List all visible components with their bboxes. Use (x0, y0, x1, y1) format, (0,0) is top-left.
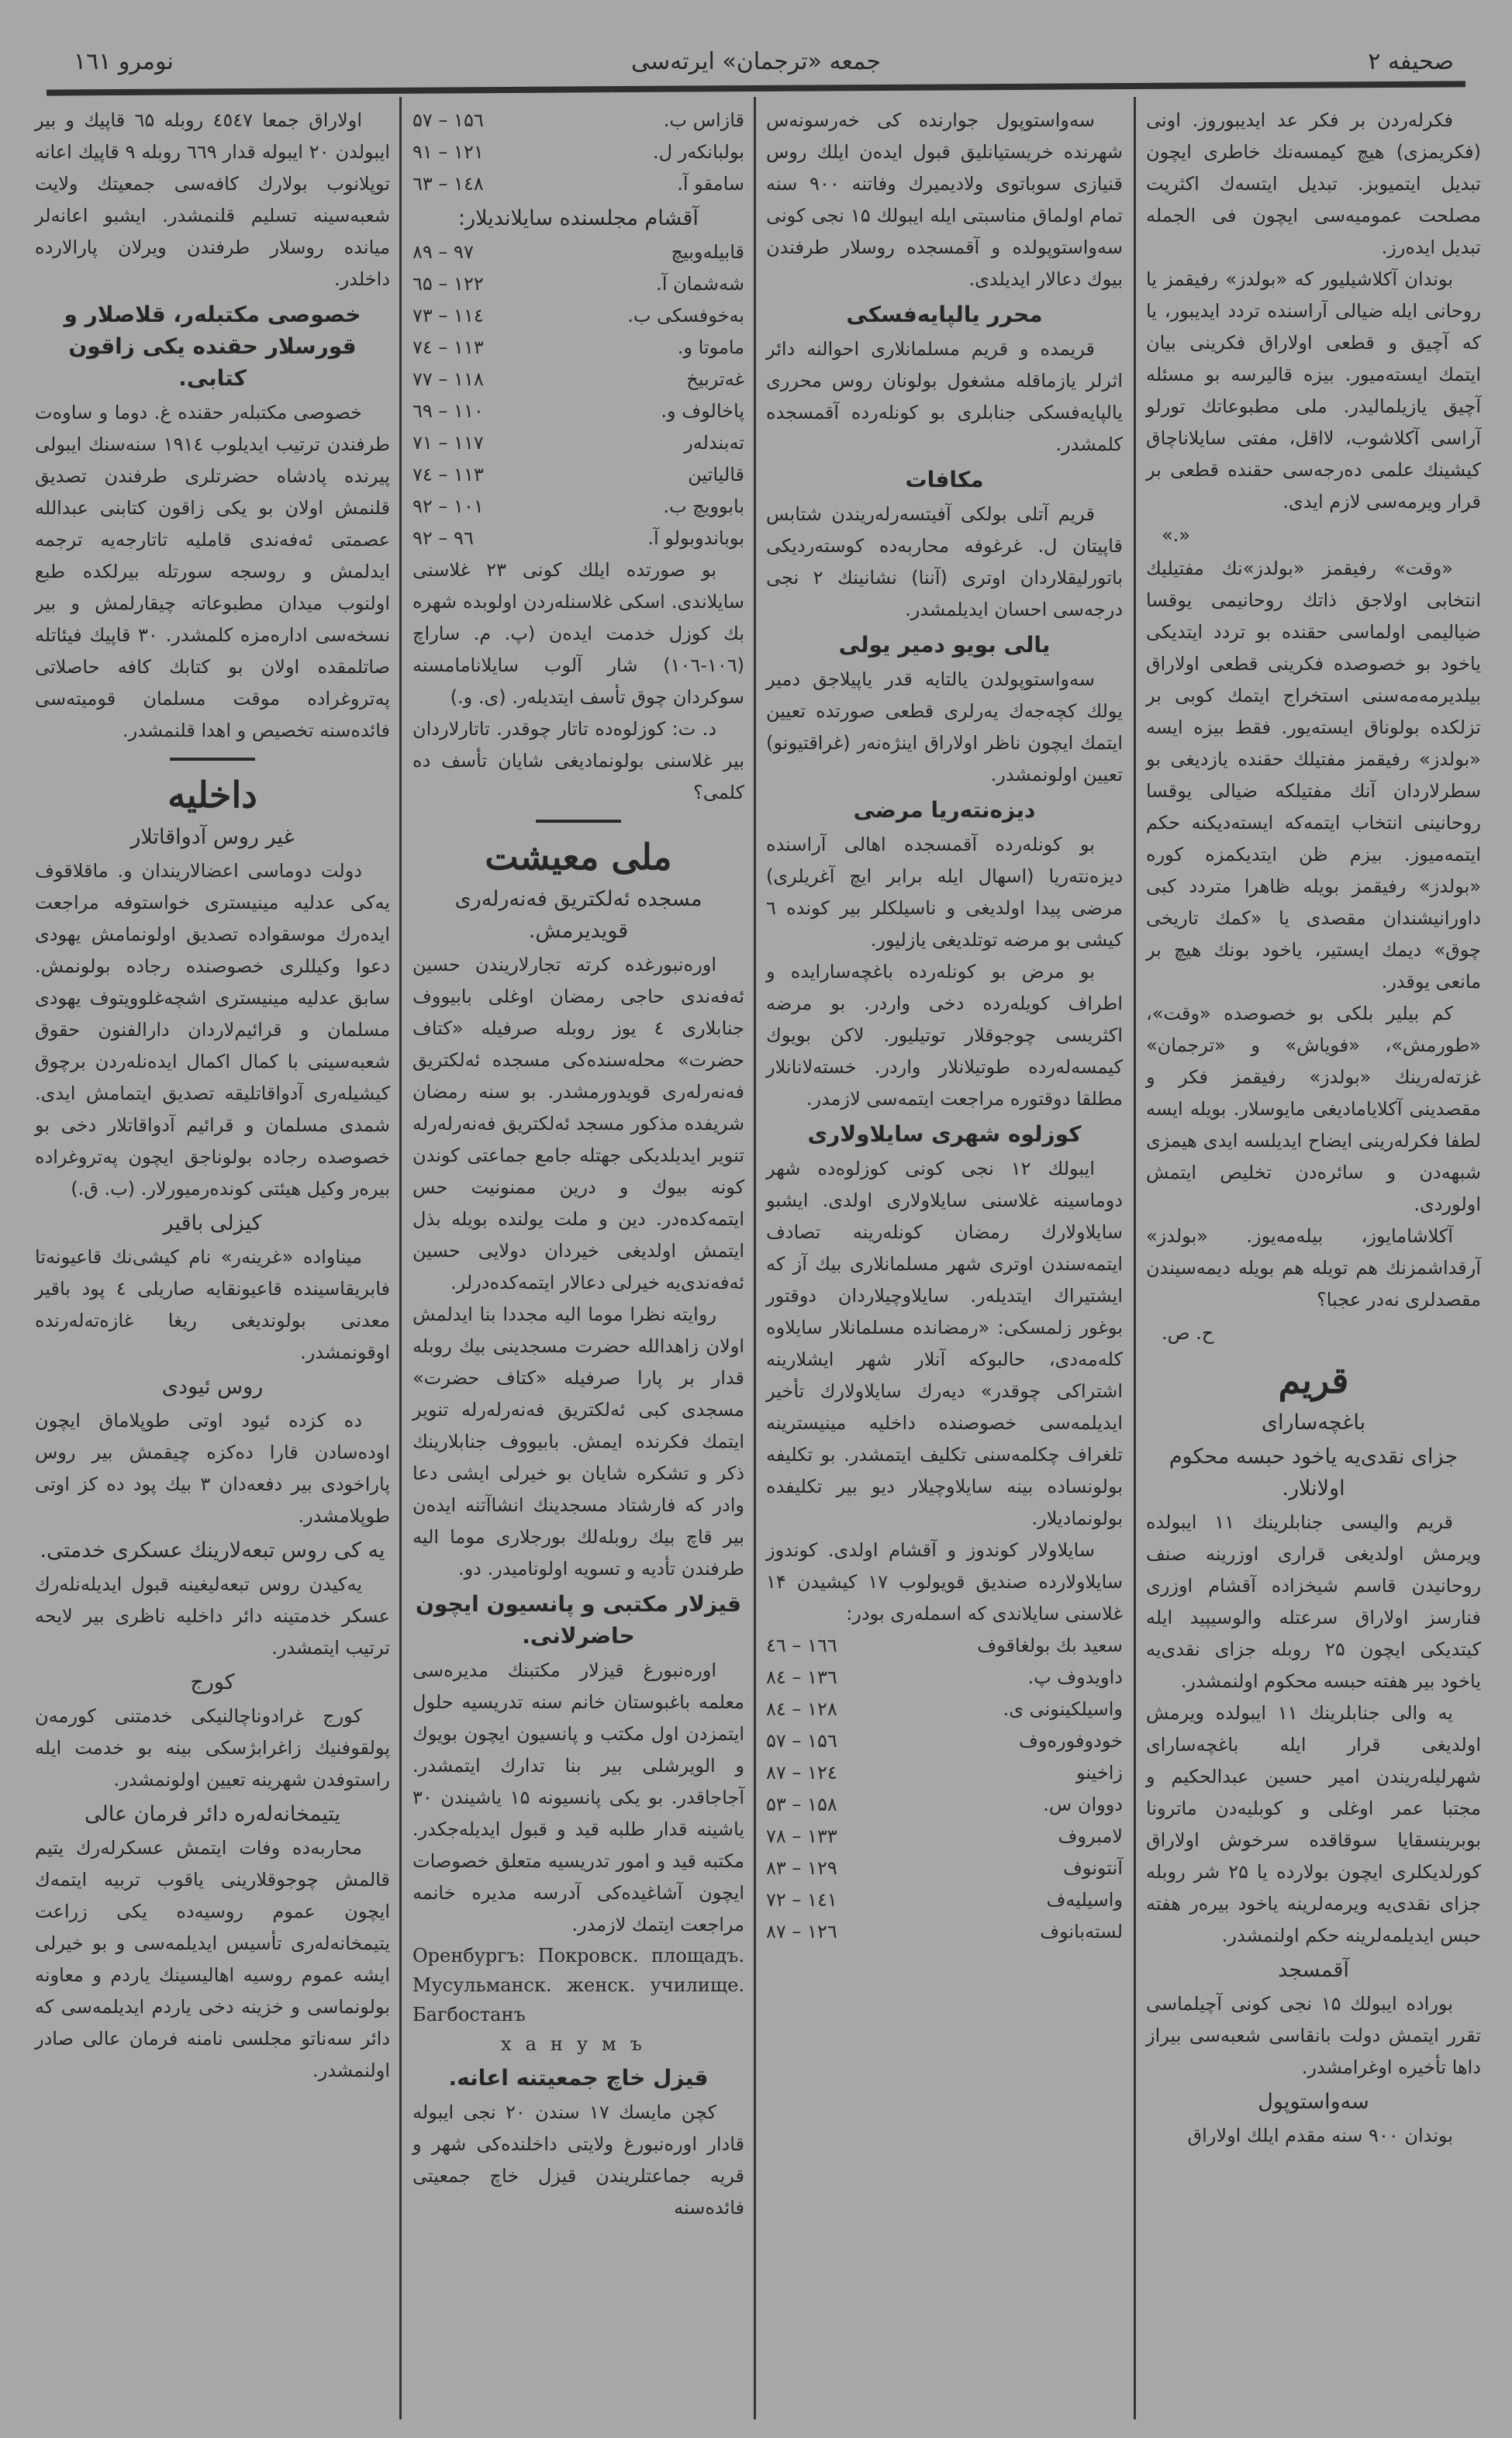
article-paragraph: خصوصی مکتبلەر حقندە غ. دوما و ساوەت طرفندن ترتیب ایدیلوب ۱۹۱٤ سنەسنك ایبولی پیرندە پادشاه حضرتلری طرفندن تصدیق قلنمش اولان بو یکی زاقون کتابنی عبداللە عصمتی ئەفەندی قاملیە تاتارجەیە ترجمە ایدلمش و روسجە سورتلە بیرلکدە طبع اولنوب میدان مطبوعاتە چیقارلمش و بیر نسخەسی ادارەمزە کلمشدر. ۳۰ قاپیك فیئاتلە صاتلمقدە اولان بو کتابك کافە حاصلاتی پەتروغرادە موقت مسلمان قومیتەسی فائدەسنە تخصیص و اهدا قلنمشدر. (35, 402, 391, 741)
candidate-name: دووان س. (1043, 1794, 1123, 1815)
vote-count: ۱۰۱ – ۹۲ (413, 496, 484, 517)
article-paragraph: فکرلەردن بر فکر عد ایدیبوروز. اونی (فکریمزی) هیچ کیمسەنك خاطری ایچون تبدیل ایتمیوبز. تبدیل ایتسەك اکثریت مصلحت عمومیەسی ایچون فی الجملە تبدیل ایدەرز. (1146, 109, 1481, 258)
vote-row (413, 237, 744, 268)
candidate-name: پاخالوف و. (661, 400, 744, 422)
article-paragraph: یەکیدن روس تبعەلیغینە قبول ایدیلەنلەرك عسکر خدمتینە دائر داخلیە ناظری بیر لایحە ترتیب ایتمشدر. (35, 1573, 390, 1659)
vote-row (413, 136, 744, 168)
vote-count: ۱۳٦ – ۸٤ (766, 1666, 837, 1688)
article-paragraph: سەواستوپول جوارندە کی خەرسونەس شهرندە خریستیانلیق قبول ایدەن ایلك روس قنیازی سوباتوی ولادیمیرك وفاتنە ۹۰۰ سنە تمام اولماق مناسبتی ایلە ایبولك ۱۵ نجی کونی سەواستوپولدە و آقمسجدە روسلار طرفندن بیوك دعالار ایدیلدی. (766, 109, 1123, 290)
candidate-name: تەبندلەر (684, 432, 744, 454)
article-paragraph: ایبولك ۱۲ نجی کونی کوزلوەدە شهر دوماسینە غلاسنی سایلاولاری اولدی. ایشبو سایلاولارك رمضان کونلەرینە تصادف ایتمەسندن اوتری شهر مسلمانلاری بیك آز کە ایشتیراك ایتدیلەر. سایلاوچیلاردان دوقتور بوغور زلمسکی: «رمضاندە مسلمانلار سایلاوە کلەمەدی، حالبوکە آنلار شهر ایشلارینە اشتراکی چوقدر» دیەرك سایلاولارك تأخیر ایدیلمەسی خصوصندە داخلیە مینیسترینە تلغراف چکلمەسنی تکلیف ایتمشدر. بو تکلیفە بولونساده بینە سایلاوچیلار دیو بیر تکلیفدە بولونمادیلار. (766, 1158, 1123, 1529)
article-paragraph: د. ت: کوزلوەدە تاتار چوقدر. تاتارلاردان بیر غلاسنی بولونمادیغی شایان تأسف دە کلمی؟ (413, 718, 744, 803)
vote-count: ۱۱۸ – ۷۷ (413, 368, 484, 390)
article-paragraph: میناوادە «غرینەر» نام کیشی‌نك قاعیونەتا فابریقاسیندە قاعیونقایە صاریلی ٤ پود باقیر معدنی بولوندیغی ریغا غازەتەلەرندە اوقونمشدر. (35, 1246, 390, 1363)
vote-count: ۱۱۷ – ۷۱ (413, 432, 484, 454)
article-heading: یالی بویو دمیر یولی (838, 632, 1051, 658)
vote-row (766, 1853, 1123, 1884)
vote-count: ۱۱۰ – ٦۹ (413, 400, 484, 422)
vote-count: ۱۲٤ – ۸۷ (766, 1762, 837, 1784)
vote-count: ۱۱٤ – ۷۳ (413, 305, 484, 326)
vote-row (766, 1662, 1123, 1694)
page-number: صحیفه ۲ (1368, 48, 1454, 75)
candidate-name: آنتونوف (1063, 1857, 1123, 1879)
article-paragraph: کورج غرادوناچالنیکی خدمتنی کورمەن پولقوفنیك زاغرابژسکی بینە بو خدمت ایلە راستوفدن شهرینە تعیین اولونمشدر. (35, 1705, 390, 1791)
masthead-title: جمعه «ترجمان» ایرته‌سی (630, 48, 881, 75)
section-title: قریم (1278, 1359, 1349, 1401)
column-4 (35, 105, 390, 2087)
article-paragraph: آکلاشامایوز، بیلەمەیوز. «بولدز» آرقداشمزنك هم تویلە هم بویلە دیمەسیندن مقصدلری نەدر عجبا؟ (1146, 1225, 1481, 1311)
vote-row (413, 395, 744, 427)
article-subheading: کیزلی باقیر (163, 1211, 262, 1235)
vote-row (766, 1916, 1123, 1948)
vote-count: ۹٦ – ۹۲ (413, 527, 474, 549)
article-paragraph: دولت دوماسی اعضالاریندان و. ماقلاقوف یەکی عدلیە مینیستری خواستوفە مراجعت ایدەرك موسقوادە تصدیق اولونمامش یهودی دعوا وکیللری خصوصندە رجادە بولونمش. سابق عدلیە مینیستری اشچەغلوویتوف یهودی مسلمان و قرائیم‌لاردان دارالفنون حقوق شعبەسینی با کمال اکمال ایدەنلەردن برچوق کیشیلەری آدواقاتلیقە تصدیق ایتمامش ایدی. شمدی مسلمان و قرائیم آدواقاتلار دخی بو خصوصدە رجادە بولوناجق ایچون پەتروغرادە بیرەر وکیل هیئتی کوندەرمیورلار. (ب. ق.) (35, 860, 390, 1200)
vote-row (766, 1694, 1123, 1725)
issue-number: نومرو ۱٦۱ (74, 48, 174, 75)
candidate-name: بەخوفسکی ب. (627, 305, 744, 326)
candidate-name: لامبروف (1058, 1825, 1123, 1847)
article-paragraph: یە والی جنابلرینك ۱۱ ایبولدە ویرمش اولدیغی قرار ایلە باغچەسارای شهرلیلەریندن امیر حسین عبدالحکیم و مجتبا عمر اوغلی و کوبلیەدن ماترونا بوبرینسقایا سوقاقدە سرخوش اولاراق کورلدیکلری ایچون بولاردە یا ۲۵ شر روبلە جزای نقدی‌یە ویرمەلرینە یاخود بیرەر هفتە حبس ایدیلمەلرینە حکم اولنمشدر. (1146, 1702, 1481, 1946)
section-title: ملی معیشت (485, 836, 672, 878)
vote-count: ۱۱۳ – ۷٤ (413, 337, 484, 358)
article-paragraph: اورەنبورغدە کرتە تجارلاریندن حسین ئەفەندی حاجی رمضان اوغلی بابیووف جنابلاری ٤ یوز روبلە صرفیلە «کتاف حضرت» محلەسندەکی مسجدە ئەلکتریق فەنەرلەری قویدورمشدر. بو سنە رمضان شریفدە مذکور مسجد ئەلکتریق فەنەرلەرلە تنویر ایدیلدیکی جهتلە جامع جماعتی کوندن کونە بیوك و درین ممنونیت حس ایتمەکدەدر. دین و ملت یولندە بویلە بذل ایتمش اولدیغی خیردان دولایی حسین ئەفەندی‌یە خیرلی دعالار ایتمەکدەدرلر. (413, 954, 745, 1293)
article-paragraph: بو مرض بو کونلەردە باغچەسارایدە و اطراف کویلەردە دخی واردر. بو مرضە اکثریسی چوجوقلار توتیلیور. لاکن بویوك کیمسەلەردە طوتیلانلار واردر. خستەلانانلار مطلقا دوقتورە مراجعت ایتمەسی لازمدر. (766, 961, 1123, 1110)
article-subheading: آقمسجد (1278, 1958, 1349, 1982)
article-subheading: آقشام مجلسندە سایلاندیلار: (458, 206, 699, 230)
vote-row (766, 1789, 1123, 1821)
candidate-name: بولبانکەر ل. (652, 141, 744, 163)
candidate-name: شەشمان آ. (656, 273, 744, 295)
vote-row (413, 332, 744, 364)
article-paragraph: «وقت» رفیقمز «بولدز»نك مفتیلیك انتخابی اولاجق ذاتك روحانیمی یوقسا ضیالیمی اولماسی حقندە بو تردد ایتدیکی یاخود بو خصوصدە فکرینی قطعی اولاراق بیلدیرمەمەسنی استخراج ایتمك کوبی بر تزلکدە بولوناق ایستەیور. فقط بیزە ایسە «بولدز» رفیقمز مفتیلك حقندە یازدیغی بو سطرلاردان آنك مفتیلکە ضیالی یوقسا روحانینی انتخاب ایتمەکە ایستەدیکنە حکم ایتمەمیوز. بیزم ظن ایتدیکمزە کورە «بولدز» رفیقمز بویلە ظاهرا متردد کبی داورانیشندان مقصدی یا «کمك تاریخی چوق» دیمك ایستیر، یاخود بونك هیچ بر مانعی یوقدر. (1146, 558, 1481, 993)
column-divider (1134, 97, 1136, 2419)
vote-count: ۱۲۹ – ۸۳ (766, 1857, 837, 1879)
header-rule (47, 81, 1465, 95)
vote-row (413, 268, 744, 300)
vote-count: ۱۵۸ – ۵۳ (766, 1794, 837, 1815)
vote-count: ۱۲۸ – ۸٤ (766, 1698, 837, 1720)
candidate-name: لستەبانوف (1040, 1921, 1123, 1942)
article-paragraph: کچن مایسك ۱۷ سندن ۲۰ نجی ایبولە قادار اورەنبورغ ولایتی داخلندەکی شهر و قریە جماعتلریندن قیزل خاچ جمعیتی فائدەسنە (413, 2101, 744, 2219)
candidate-name: داویدوف پ. (1027, 1666, 1123, 1688)
vote-count: ۱۵٦ – ۵۷ (413, 109, 484, 131)
russian-address: Оренбургъ: Покровск. площадъ. Мусульманск. женск. училище. Багбостанъ (413, 1945, 744, 2025)
article-paragraph: سەواستوپولدن یالتایە قدر یاپیلاجق دمیر یولك کچەجەك یەرلری قطعی صورتدە تعیین ایتمك ایچون ناظر اولاراق اینژەنەر (غراقتیونو) تعیین اولونمشدر. (766, 668, 1123, 786)
article-subheading: روس ئیودی (161, 1375, 264, 1399)
article-heading: مکافات (905, 467, 984, 492)
vote-row (766, 1630, 1123, 1662)
candidate-name: غەتربیخ (686, 368, 744, 390)
candidate-name: واسیلکینونی ی. (1003, 1698, 1123, 1720)
article-heading: قیزل خاچ جمعیتنە اعانە. (448, 2065, 709, 2091)
section-rule (536, 820, 621, 823)
vote-row (766, 1821, 1123, 1853)
article-paragraph: قریمدە و قریم مسلمانلاری احوالنە دائر اثرلر یازماقلە مشغول بولونان روس محرری یالپایەفسکی جنابلری بو کونلەردە آقمسجدە کلمشدر. (766, 338, 1123, 455)
column-1 (1146, 105, 1481, 2152)
article-paragraph: بوراده ایبولك ۱۵ نجی کونی آچیلماسی تقرر ایتمش دولت بانقاسی شعبەسی بیراز داها تأخیرە اوغرامشدر. (1146, 1993, 1481, 2078)
article-paragraph: بو صورتدە ایلك کونی ۲۳ غلاسنی سایلاندی. اسکی غلاسنلەردن اولوبدە شهرە بك کوزل خدمت ایدەن (پ. م. ساراچ (۱۰٦-۱۰٦) شار آلوب سایلانامامسنە سوکردان چوق تأسف ایتدیلەر. (ی. و.) (413, 559, 744, 708)
vote-row (766, 1725, 1123, 1757)
article-paragraph: قریم والیسی جنابلرینك ۱۱ ایبولدە ویرمش اولدیغی قراری اوزرینە صنف روحانیدن قاسم شیخزادە آقشام اوزری فنارسز اولاراق سرعتلە والوسیپید ایلە کیتدیکی ایچون ۲۵ روبلە جزای نقدی‌یە یاخود بیر هفتە حبسە محکوم اولنمشدر. (1146, 1511, 1481, 1692)
column-2 (766, 105, 1123, 1948)
vote-count: ۱۲٦ – ۸۷ (766, 1921, 837, 1942)
article-paragraph: بوندان ۹۰۰ سنە مقدم ایلك اولاراق (1187, 2125, 1453, 2146)
article-paragraph: بو کونلەردە آقمسجدە اهالی آراسندە دیزەنتەریا (اسهال ایلە برابر ایچ آغریلری) مرضی پیدا اولدیغی و ناسیلکلر بیر کوندە ٦ کیشی بو مرضە توتلدیغی یازلیور. (766, 834, 1123, 951)
signature: ح. ص. (1162, 1322, 1214, 1344)
candidate-name: سامقو آ. (677, 173, 744, 195)
section-rule (170, 758, 255, 761)
vote-count: ۱٤۸ – ٦۳ (413, 173, 484, 195)
candidate-name: قابیلەوبیچ (671, 241, 744, 263)
article-heading: خصوصی مکتبلەر، قلاصلار و قورسلار حقندە یکی زاقون کتابی. (64, 302, 361, 391)
article-subheading: سەواستوپول (1258, 2090, 1369, 2114)
article-paragraph: اورەنبورغ قیزلار مکتبنك مدیرەسی معلمە باغبوستان خانم سنە تدریسیە حلول ایتمزدن اول مکتب و پانسیون ایچون بویوك و الویرشلی بیر بنا تدارك ایتمشدر. آجاجاقدر. بو یکی پانسیونە ۱۵ یاشیندن ۳۰ یاشینە قدار طلبە قید و قبول ایدیلەجکدر. مکتبە قید و امور تدریسیە متعلق خصوصات ایچون آشاغیدەکی آدرسە مدیرە خانمە مراجعت ایتمك لازمدر. (413, 1659, 744, 1936)
article-paragraph: محاربەدە وفات ایتمش عسکرلەرك یتیم قالمش چوجوقلارینی یاقوب تربیە ایتمەك ایچون عموم روسیەدە یکی زراعت یتیمخانەلەری تأسیس ایدیلمەسی و بو خیرلی ایشە عموم روسیە اهالیسینك یاردم و معاونە بولونماسی و خزینە دخی یاردم ایدیلمەسی کە دائر سەناتو مجلسی نامنە فرمان عالی صادر اولنمشدر. (35, 1837, 390, 2081)
vote-count: ۱۲۱ – ۹۱ (413, 141, 484, 163)
vote-list (766, 1630, 1123, 1948)
vote-row (413, 459, 744, 491)
candidate-name: قازاس ب. (663, 109, 744, 131)
vote-count: ۱۲۲ – ٦۵ (413, 273, 484, 295)
article-subheading: کورج (190, 1670, 235, 1694)
article-paragraph: سایلاولار کوندوز و آقشام اولدی. کوندوز سایلاولاردە صندیق قویولوب ۱۷ کیشیدن ۱۴ غلاسنی سایلاندی کە اسملەری بودر: (766, 1539, 1123, 1625)
article-subheading: باغچەسارای (1261, 1411, 1366, 1435)
vote-count: ۱٤۱ – ۷۲ (766, 1889, 837, 1911)
vote-row (413, 168, 744, 200)
candidate-name: قالیاتین (688, 464, 744, 485)
column-divider (754, 97, 756, 2419)
vote-list (413, 237, 744, 554)
article-heading: قیزلار مکتبی و پانسیون ایچون حاضرلانی. (415, 1591, 741, 1649)
article-paragraph: روایتە نظرا موما الیه مجددا بنا ایدلمش اولان زاهداللە حضرت مسجدینی بیك روبلە قدار بر پارا صرفیلە «کتاف حضرت» مسجدی کبی ئەلکتریق فەنەرلەرلە تنویر ایتمك فکرندە ایمش. بابیووف جنابلارینك ذکر و تشکرە شایان بو خیرلی ایشی دعا وادر کە فارشتاد مسجدینك انشاآتنە ایدەن بیر قاچ بیك روبلەلك بورجلاری موما الیه طرفندن تأدیە و تسویە اولونامیدر. دو. (413, 1304, 744, 1580)
vote-count: ۱۳۳ – ۷۸ (766, 1825, 837, 1847)
article-subheading: جزای نقدی‌یە یاخود حبسە محکوم اولانلار. (1169, 1445, 1458, 1500)
article-subheading: مسجدە ئەلکتریق فەنەرلەری قویدیرمش. (454, 887, 702, 943)
article-heading: دیزەنتەریا مرضی (853, 797, 1036, 823)
vote-row (766, 1884, 1123, 1916)
vote-row (413, 364, 744, 395)
article-paragraph: کم بیلیر بلکی بو خصوصدە «وقت»، «طورمش»، «فویاش» و «ترجمان» غزتەلەرینك «بولدز» رفیقمز فکر و مقصدینی آکلایامادیغی مایوسلار. بویلە ایسە لطفا فکرلەرینی ایضاح ایدیلسە ایدی هیمزی شبهەدن و سائرەدن تخلیص ایتمش اولوردی. (1146, 1003, 1481, 1215)
vote-row (413, 105, 744, 136)
article-subheading: یتیمخانەلەرە دائر فرمان عالی (84, 1802, 341, 1826)
candidate-name: خودوفورەوف (1018, 1730, 1123, 1752)
candidate-name: ماموتا و. (677, 337, 744, 358)
candidate-name: سعید بك بولغاقوف (977, 1635, 1123, 1656)
candidate-name: واسیلیەف (1046, 1889, 1123, 1911)
candidate-name: زاخینو (1076, 1762, 1123, 1784)
vote-row (413, 427, 744, 459)
vote-row (413, 491, 744, 523)
article-paragraph: بوندان آکلاشیلیور کە «بولدز» رفیقمز یا روحانی ایلە ضیالی آراسندە تردد ایدیبور، یا کە آچیق و قطعی اولاراق فکرینی بیان ایتمك ایستەمیور. بیزە قالیرسە بو مسئلە آچیق یازیلمالیدر. ملی مطبوعاتك تورلو آراسی آکلاشوب، لااقل، مفتی سایلاناچاق کیشینك علمی دەرجەسی حقندە قطعی بر قرار ویرمەسی لازم ایدی. (1146, 268, 1481, 513)
article-subheading: غیر روس آدواقاتلار (130, 825, 295, 849)
vote-count: ۹۷ – ۸۹ (413, 241, 474, 263)
vote-row (413, 300, 744, 332)
candidate-name: بابوویچ ب. (663, 496, 744, 517)
signature: «.» (1162, 524, 1190, 546)
vote-row (766, 1757, 1123, 1789)
vote-count: ۱۱۳ – ۷٤ (413, 464, 484, 485)
vote-count: ۱۵٦ – ۵۷ (766, 1730, 837, 1752)
vote-list (413, 105, 744, 200)
column-3 (413, 105, 744, 2224)
candidate-name: بوباندوبولو آ. (647, 527, 744, 549)
article-heading: کوزلوە شهری سایلاولاری (807, 1121, 1082, 1147)
vote-count: ۱٦٦ – ٤٦ (766, 1635, 837, 1656)
article-subheading: یە کی روس تبعەلارینك عسکری خدمتی. (40, 1538, 385, 1563)
article-paragraph: دە کزدە ئیود اوتی طوپلاماق ایچون اودەسادن قارا دەکزە چیقمش بیر روس پاراخودی بیر دفعەدان ۳ بیك پود دە کز اوتی طوپلامشدر. (35, 1410, 390, 1527)
russian-address-name: ханумъ (501, 2033, 656, 2055)
article-paragraph: اولاراق جمعا ٤٥٤۷ روبلە ٦۵ قاپیك و بیر ایبولدن ۲۰ ایبولە قدار ٦٦۹ روبلە ۹ قاپیك اعانە توپلانوب بولارك کافەسی جمعیتك ولایت شعبەسینە تسلیم قلنمشدر. ایشبو اعانەلر میاندە روسلار طرفندن ویرلان پارالاردە داخلدر. (35, 109, 390, 290)
column-divider (399, 97, 402, 2419)
article-paragraph: قریم آتلی بولکی آفیتسەرلەریندن شتابس قاپیتان ل. غرغوفە محاربەدە کوستەردیکی باتورلیقلاردان اوتری (آننا) نشانینك ۲ نجی درجەسی احسان ایدیلمشدر. (766, 503, 1123, 620)
article-heading: محرر یالپایەفسکی (846, 302, 1043, 327)
section-title: داخلیە (167, 774, 257, 816)
vote-row (413, 523, 744, 554)
